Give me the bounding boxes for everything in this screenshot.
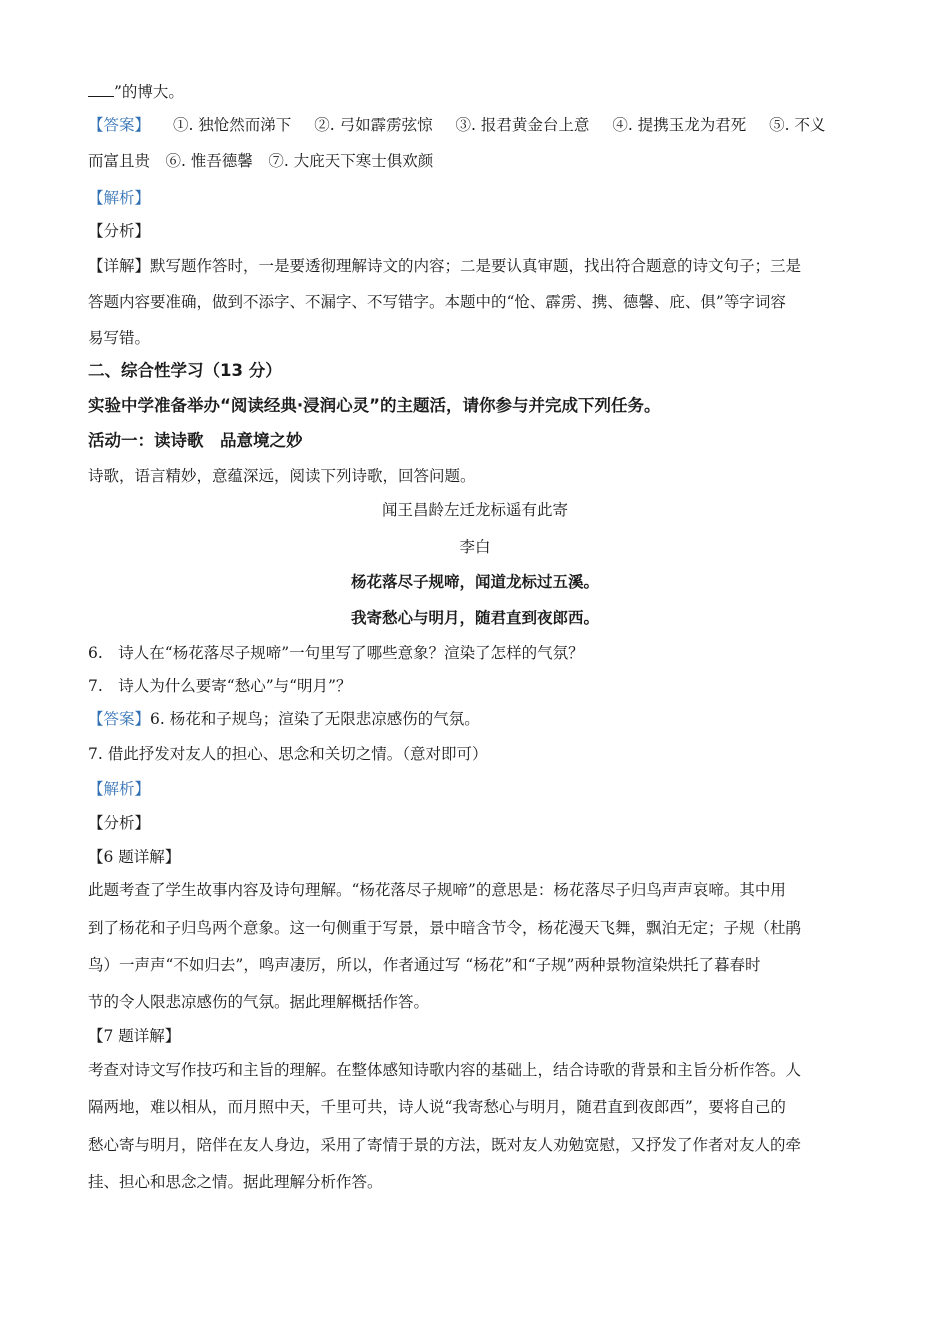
detail-6-line-4: 节的令人限悲凉感伤的气氛。据此理解概括作答。 xyxy=(88,993,430,1011)
detail-7-heading: 【7 题详解】 xyxy=(88,1027,181,1045)
answer-6: 6. 杨花和子规鸟；渲染了无限悲凉感伤的气氛。 xyxy=(150,710,480,728)
detail-7-line-1: 考查对诗文写作技巧和主旨的理解。在整体感知诗歌内容的基础上，结合诗歌的背景和主旨分析作答。人 xyxy=(88,1061,802,1079)
analysis-tag: 【解析】 xyxy=(88,189,151,207)
poem-line-2: 我寄愁心与明月，随君直到夜郎西。 xyxy=(350,609,599,627)
answer-item: ④. 提携玉龙为君死 xyxy=(612,116,747,134)
detail-7-line-4: 挂、担心和思念之情。据此理解分析作答。 xyxy=(88,1173,383,1191)
fenxi-tag: 【分析】 xyxy=(88,814,151,832)
detail-6-line-1: 此题考查了学生故事内容及诗句理解。“杨花落尽子规啼”的意思是：杨花落尽子归鸟声声哀啼。其中用 xyxy=(88,881,786,899)
analysis-tag: 【解析】 xyxy=(88,780,151,798)
answer-item: ③. 报君黄金台上意 xyxy=(455,116,590,134)
answer-tag: 【答案】 xyxy=(88,116,151,134)
poem-line-1: 杨花落尽子规啼，闻道龙标过五溪。 xyxy=(350,573,599,591)
detail-6-line-3: 鸟）一声声“不如归去”，鸣声凄厉，所以，作者通过写 “杨花”和“子规”两种景物渲染烘托了暮春时 xyxy=(88,956,761,974)
poem-intro: 诗歌，语言精妙，意蕴深远，阅读下列诗歌，回答问题。 xyxy=(88,467,476,485)
task-statement: 实验中学准备举办“阅读经典·浸润心灵”的主题活，请你参与并完成下列任务。 xyxy=(88,396,661,415)
poem-title: 闻王昌龄左迁龙标遥有此寄 xyxy=(381,501,568,519)
answer-line-2 xyxy=(88,709,868,729)
detail-1-line-2: 答题内容要准确，做到不添字、不漏字、不写错字。本题中的“怆、霹雳、携、德馨、庇、俱”等字词容 xyxy=(88,293,786,311)
detail-6-line-2: 到了杨花和子归鸟两个意象。这一句侧重于写景，景中暗含节令，杨花漫天飞舞，飘泊无定；子规（杜鹃 xyxy=(88,919,802,937)
detail-6-heading: 【6 题详解】 xyxy=(88,848,181,866)
answer-tag: 【答案】 xyxy=(88,710,151,728)
detail-1-line-1: 【详解】默写题作答时，一是要透彻理解诗文的内容；二是要认真审题，找出符合题意的诗文句子；三是 xyxy=(88,257,802,275)
activity-heading: 活动一：读诗歌 品意境之妙 xyxy=(88,431,303,450)
answer-line-1 xyxy=(88,115,868,135)
answer-7: 7. 借此抒发对友人的担心、思念和关切之情。（意对即可） xyxy=(88,745,488,763)
answer-item: ①. 独怆然而涕下 xyxy=(172,116,292,134)
detail-1-line-3: 易写错。 xyxy=(88,329,151,347)
answer-item: ⑤. 不义 xyxy=(769,116,826,134)
intro-tail-line: ”的博大。 xyxy=(88,82,868,102)
question-7: 7. 诗人为什么要寄“愁心”与“明月”？ xyxy=(88,677,352,695)
fill-blank xyxy=(88,82,114,97)
section-heading: 二、综合性学习（13 分） xyxy=(88,361,282,380)
question-6: 6. 诗人在“杨花落尽子规啼”一句里写了哪些意象？渲染了怎样的气氛？ xyxy=(88,644,584,662)
answer-item: ②. 弓如霹雳弦惊 xyxy=(314,116,433,134)
poem-author: 李白 xyxy=(459,538,491,556)
answer-line-1-cont: 而富且贵 ⑥. 惟吾德馨 ⑦. 大庇天下寒士俱欢颜 xyxy=(88,152,434,170)
fenxi-tag: 【分析】 xyxy=(88,222,151,240)
detail-7-line-3: 愁心寄与明月，陪伴在友人身边，采用了寄情于景的方法，既对友人劝勉宽慰，又抒发了作者对友人的牵 xyxy=(88,1136,802,1154)
detail-7-line-2: 隔两地，难以相从，而月照中天，千里可共，诗人说“我寄愁心与明月，随君直到夜郎西”，要将自己的 xyxy=(88,1098,786,1116)
